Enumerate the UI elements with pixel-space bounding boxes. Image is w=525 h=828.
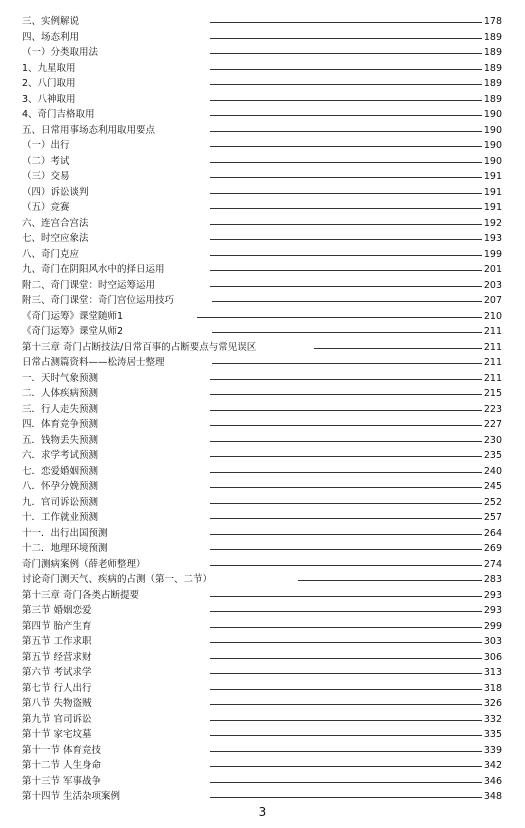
toc-entry-page: 257 <box>483 512 502 523</box>
toc-entry[interactable] <box>22 231 502 247</box>
toc-entry-title: 第八节 失物盗贼 <box>22 696 95 712</box>
toc-leader-line <box>210 53 482 54</box>
toc-entry[interactable] <box>22 386 502 402</box>
toc-entry-page: 190 <box>483 124 502 136</box>
toc-entry-page: 211 <box>483 326 502 337</box>
toc-entry-page: 269 <box>483 543 502 554</box>
toc-entry-page: 192 <box>483 217 502 229</box>
toc-entry[interactable] <box>22 293 502 309</box>
toc-leader-line <box>210 456 482 457</box>
toc-entry-page: 245 <box>483 481 502 492</box>
toc-leader-line <box>210 642 482 643</box>
toc-leader-line <box>210 735 482 736</box>
toc-entry-title: 4、奇门吉格取用 <box>22 107 98 123</box>
toc-entry[interactable] <box>22 14 502 30</box>
toc-leader-line <box>212 301 482 302</box>
toc-entry-title: 奇门测病案例（薛老师整理） <box>22 557 149 573</box>
toc-entry-page: 252 <box>483 496 502 508</box>
toc-leader-line <box>212 332 482 333</box>
toc-entry-title: 1、九星取用 <box>22 61 79 77</box>
toc-entry-page: 326 <box>483 698 502 709</box>
toc-entry-title: 五．钱物丢失预测 <box>22 433 101 449</box>
toc-entry-page: 215 <box>483 388 502 399</box>
toc-leader-line <box>210 487 482 488</box>
toc-entry-page: 293 <box>483 605 502 616</box>
toc-entry-title: 一．天时气象预测 <box>22 371 101 387</box>
toc-entry[interactable] <box>22 464 502 480</box>
toc-entry[interactable] <box>22 340 502 356</box>
toc-entry-page: 346 <box>483 775 502 787</box>
toc-leader-line <box>210 131 482 132</box>
toc-leader-line <box>210 146 482 147</box>
toc-entry-page: 189 <box>483 62 502 74</box>
toc-leader-line <box>210 193 482 194</box>
toc-entry-page: 210 <box>483 310 502 322</box>
toc-entry-title: 四、场态利用 <box>22 30 82 46</box>
toc-leader-line <box>210 503 482 504</box>
toc-entry-page: 339 <box>483 744 502 756</box>
toc-entry[interactable] <box>22 61 502 77</box>
toc-leader-line <box>210 596 482 597</box>
toc-entry[interactable] <box>22 355 502 371</box>
toc-entry-title: 第七节 行人出行 <box>22 681 95 697</box>
toc-entry-page: 211 <box>483 372 502 384</box>
toc-leader-line <box>210 115 482 116</box>
toc-entry-title: 日常占测篇资料——松涛居士整理 <box>22 355 168 371</box>
toc-entry[interactable] <box>22 495 502 511</box>
toc-entry[interactable] <box>22 262 502 278</box>
toc-entry-title: 六．求学考试预测 <box>22 448 101 464</box>
toc-entry-title: 十二．地理环境预测 <box>22 541 111 557</box>
toc-entry-title: 九、奇门在阴阳风水中的择日运用 <box>22 262 168 278</box>
toc-entry[interactable] <box>22 247 502 263</box>
toc-entry-page: 318 <box>483 682 502 694</box>
toc-entry-page: 348 <box>483 791 502 802</box>
toc-entry[interactable] <box>22 510 502 526</box>
toc-leader-line <box>210 797 482 798</box>
toc-entry-page: 193 <box>483 233 502 244</box>
toc-entry-title: 附三、奇门课堂：奇门宫位运用技巧 <box>22 293 177 309</box>
toc-entry[interactable] <box>22 727 502 743</box>
toc-entry[interactable] <box>22 154 502 170</box>
toc-entry-page: 191 <box>483 171 502 182</box>
toc-entry-page: 230 <box>483 434 502 446</box>
toc-entry-page: 274 <box>483 558 502 570</box>
toc-entry-page: 191 <box>483 202 502 213</box>
toc-entry-title: 第十一节 体育竞技 <box>22 743 104 759</box>
toc-entry-page: 189 <box>483 78 502 89</box>
toc-entry[interactable] <box>22 789 502 805</box>
toc-entry-page: 178 <box>483 16 502 27</box>
toc-entry-title: 七、时空应象法 <box>22 231 92 247</box>
toc-entry[interactable] <box>22 526 502 542</box>
toc-entry-title: 六、连宫合宫法 <box>22 216 92 232</box>
toc-entry-page: 191 <box>483 186 502 198</box>
toc-entry[interactable] <box>22 45 502 61</box>
toc-leader-line <box>210 208 482 209</box>
toc-leader-line <box>212 363 482 364</box>
toc-entry[interactable] <box>22 603 502 619</box>
toc-entry-title: 第五节 工作求职 <box>22 634 95 650</box>
toc-entry-page: 199 <box>483 248 502 260</box>
toc-entry-page: 211 <box>483 341 502 353</box>
toc-leader-line <box>210 84 482 85</box>
toc-entry-title: 第十节 家宅坟墓 <box>22 727 95 743</box>
toc-entry-title: （一）分类取用法 <box>22 45 101 61</box>
toc-entry-title: 十．工作就业预测 <box>22 510 101 526</box>
toc-entry[interactable] <box>22 588 502 604</box>
toc-entry-title: 八、奇门克应 <box>22 247 82 263</box>
toc-entry-title: 第十三章 奇门各类占断提要 <box>22 588 142 604</box>
toc-entry-title: 附二、奇门课堂：时空运筹运用 <box>22 278 158 294</box>
toc-entry-page: 189 <box>483 93 502 105</box>
toc-entry[interactable] <box>22 696 502 712</box>
toc-entry-title: （二）考试 <box>22 154 73 170</box>
toc-entry-page: 283 <box>483 574 502 585</box>
toc-entry[interactable] <box>22 774 502 790</box>
toc-entry-title: 《奇门运筹》课堂从师2 <box>22 324 126 340</box>
toc-leader-line <box>210 270 482 271</box>
toc-leader-line <box>210 100 482 101</box>
toc-entry[interactable] <box>22 650 502 666</box>
toc-leader-line <box>210 162 482 163</box>
toc-leader-line <box>210 255 482 256</box>
toc-entry-page: 303 <box>483 636 502 647</box>
toc-entry[interactable] <box>22 92 502 108</box>
toc-entry[interactable] <box>22 138 502 154</box>
toc-entry-title: 八．怀孕分娩预测 <box>22 479 101 495</box>
toc-entry-title: 第五节 经营求财 <box>22 650 95 666</box>
toc-leader-line <box>210 689 482 690</box>
toc-entry[interactable] <box>22 417 502 433</box>
toc-entry[interactable] <box>22 278 502 294</box>
toc-entry[interactable] <box>22 433 502 449</box>
toc-entry-page: 342 <box>483 760 502 771</box>
toc-entry[interactable] <box>22 107 502 123</box>
toc-entry[interactable] <box>22 309 502 325</box>
toc-entry[interactable] <box>22 743 502 759</box>
toc-entry[interactable] <box>22 448 502 464</box>
toc-entry-page: 203 <box>483 279 502 291</box>
toc-leader-line <box>210 611 482 612</box>
toc-leader-line <box>210 751 482 752</box>
toc-leader-line <box>210 720 482 721</box>
toc-entry-page: 299 <box>483 620 502 632</box>
toc-leader-line <box>210 565 482 566</box>
toc-entry-title: 四．体育竞争预测 <box>22 417 101 433</box>
toc-leader-line <box>210 518 482 519</box>
toc-leader-line <box>210 394 482 395</box>
toc-entry[interactable] <box>22 200 502 216</box>
toc-entry-page: 189 <box>483 47 502 58</box>
toc-entry-page: 264 <box>483 527 502 539</box>
toc-leader-line <box>210 704 482 705</box>
toc-entry-title: （五）竞赛 <box>22 200 73 216</box>
toc-leader-line <box>298 580 482 581</box>
toc-entry[interactable] <box>22 479 502 495</box>
toc-entry-title: 第九节 官司诉讼 <box>22 712 95 728</box>
toc-entry-title: 《奇门运筹》课堂随师1 <box>22 309 126 325</box>
toc-entry-title: （三）交易 <box>22 169 73 185</box>
toc-entry[interactable] <box>22 557 502 573</box>
toc-leader-line <box>210 782 482 783</box>
toc-entry[interactable] <box>22 681 502 697</box>
toc-entry[interactable] <box>22 185 502 201</box>
toc-entry[interactable] <box>22 324 502 340</box>
toc-entry-page: 313 <box>483 667 502 678</box>
toc-leader-line <box>210 239 482 240</box>
toc-entry-page: 189 <box>483 31 502 43</box>
toc-entry[interactable] <box>22 758 502 774</box>
toc-leader-line <box>197 317 482 318</box>
toc-entry[interactable] <box>22 665 502 681</box>
toc-entry-title: 第十四节 生活杂项案例 <box>22 789 123 805</box>
toc-leader-line <box>210 534 482 535</box>
toc-leader-line <box>210 472 482 473</box>
toc-entry-title: 九．官司诉讼预测 <box>22 495 101 511</box>
toc-entry[interactable] <box>22 123 502 139</box>
toc-entry[interactable] <box>22 572 502 588</box>
toc-entry-title: 二．人体疾病预测 <box>22 386 101 402</box>
table-of-contents <box>22 14 502 805</box>
toc-entry-title: （四）诉讼谈判 <box>22 185 92 201</box>
toc-entry-page: 207 <box>483 295 502 306</box>
toc-leader-line <box>210 69 482 70</box>
toc-leader-line <box>210 22 482 23</box>
toc-entry-page: 240 <box>483 465 502 477</box>
toc-entry-page: 235 <box>483 450 502 461</box>
toc-leader-line <box>210 410 482 411</box>
toc-entry-title: 第四节 胎产生育 <box>22 619 95 635</box>
toc-entry-page: 190 <box>483 155 502 167</box>
toc-entry[interactable] <box>22 541 502 557</box>
toc-entry-title: （一）出行 <box>22 138 73 154</box>
toc-entry-title: 三．行人走失预测 <box>22 402 101 418</box>
toc-entry-page: 335 <box>483 729 502 740</box>
toc-entry[interactable] <box>22 712 502 728</box>
toc-leader-line <box>210 441 482 442</box>
toc-entry-title: 第十三节 军事战争 <box>22 774 104 790</box>
toc-leader-line <box>210 177 482 178</box>
toc-entry[interactable] <box>22 402 502 418</box>
toc-entry-title: 第三节 婚姻恋爱 <box>22 603 95 619</box>
toc-entry-page: 332 <box>483 713 502 725</box>
toc-entry[interactable] <box>22 76 502 92</box>
toc-leader-line <box>210 38 482 39</box>
toc-entry-page: 201 <box>483 264 502 275</box>
toc-leader-line <box>210 627 482 628</box>
toc-entry-page: 223 <box>483 403 502 415</box>
toc-leader-line <box>210 766 482 767</box>
toc-entry-title: 3、八神取用 <box>22 92 79 108</box>
toc-leader-line <box>210 549 482 550</box>
toc-entry-page: 211 <box>483 357 502 368</box>
toc-entry-title: 第十二节 人生身命 <box>22 758 104 774</box>
toc-leader-line <box>210 425 482 426</box>
toc-entry[interactable] <box>22 371 502 387</box>
toc-entry-title: 五、日常用事场态利用取用要点 <box>22 123 158 139</box>
toc-entry[interactable] <box>22 30 502 46</box>
toc-entry-title: 第六节 考试求学 <box>22 665 95 681</box>
toc-entry-page: 293 <box>483 589 502 601</box>
toc-entry-title: 七．恋爱婚姻预测 <box>22 464 101 480</box>
toc-leader-line <box>210 658 482 659</box>
toc-entry[interactable] <box>22 216 502 232</box>
toc-entry-title: 讨论奇门测天气、疾病的占测（第一、二节） <box>22 572 215 588</box>
page-number: 3 <box>258 805 267 819</box>
toc-entry-title: 十一．出行出国预测 <box>22 526 111 542</box>
toc-leader-line <box>210 379 482 380</box>
toc-entry-title: 2、八门取用 <box>22 76 79 92</box>
toc-entry-page: 190 <box>483 109 502 120</box>
toc-entry[interactable] <box>22 169 502 185</box>
toc-entry-title: 三、实例解说 <box>22 14 82 30</box>
toc-entry[interactable] <box>22 619 502 635</box>
toc-leader-line <box>210 673 482 674</box>
toc-entry[interactable] <box>22 634 502 650</box>
toc-leader-line <box>210 286 482 287</box>
toc-leader-line <box>210 224 482 225</box>
toc-leader-line <box>314 348 482 349</box>
toc-entry-page: 227 <box>483 419 502 430</box>
toc-entry-title: 第十三章 奇门占断技法/日常百事的占断要点与常见误区 <box>22 340 259 356</box>
toc-entry-page: 190 <box>483 140 502 151</box>
toc-entry-page: 306 <box>483 651 502 663</box>
